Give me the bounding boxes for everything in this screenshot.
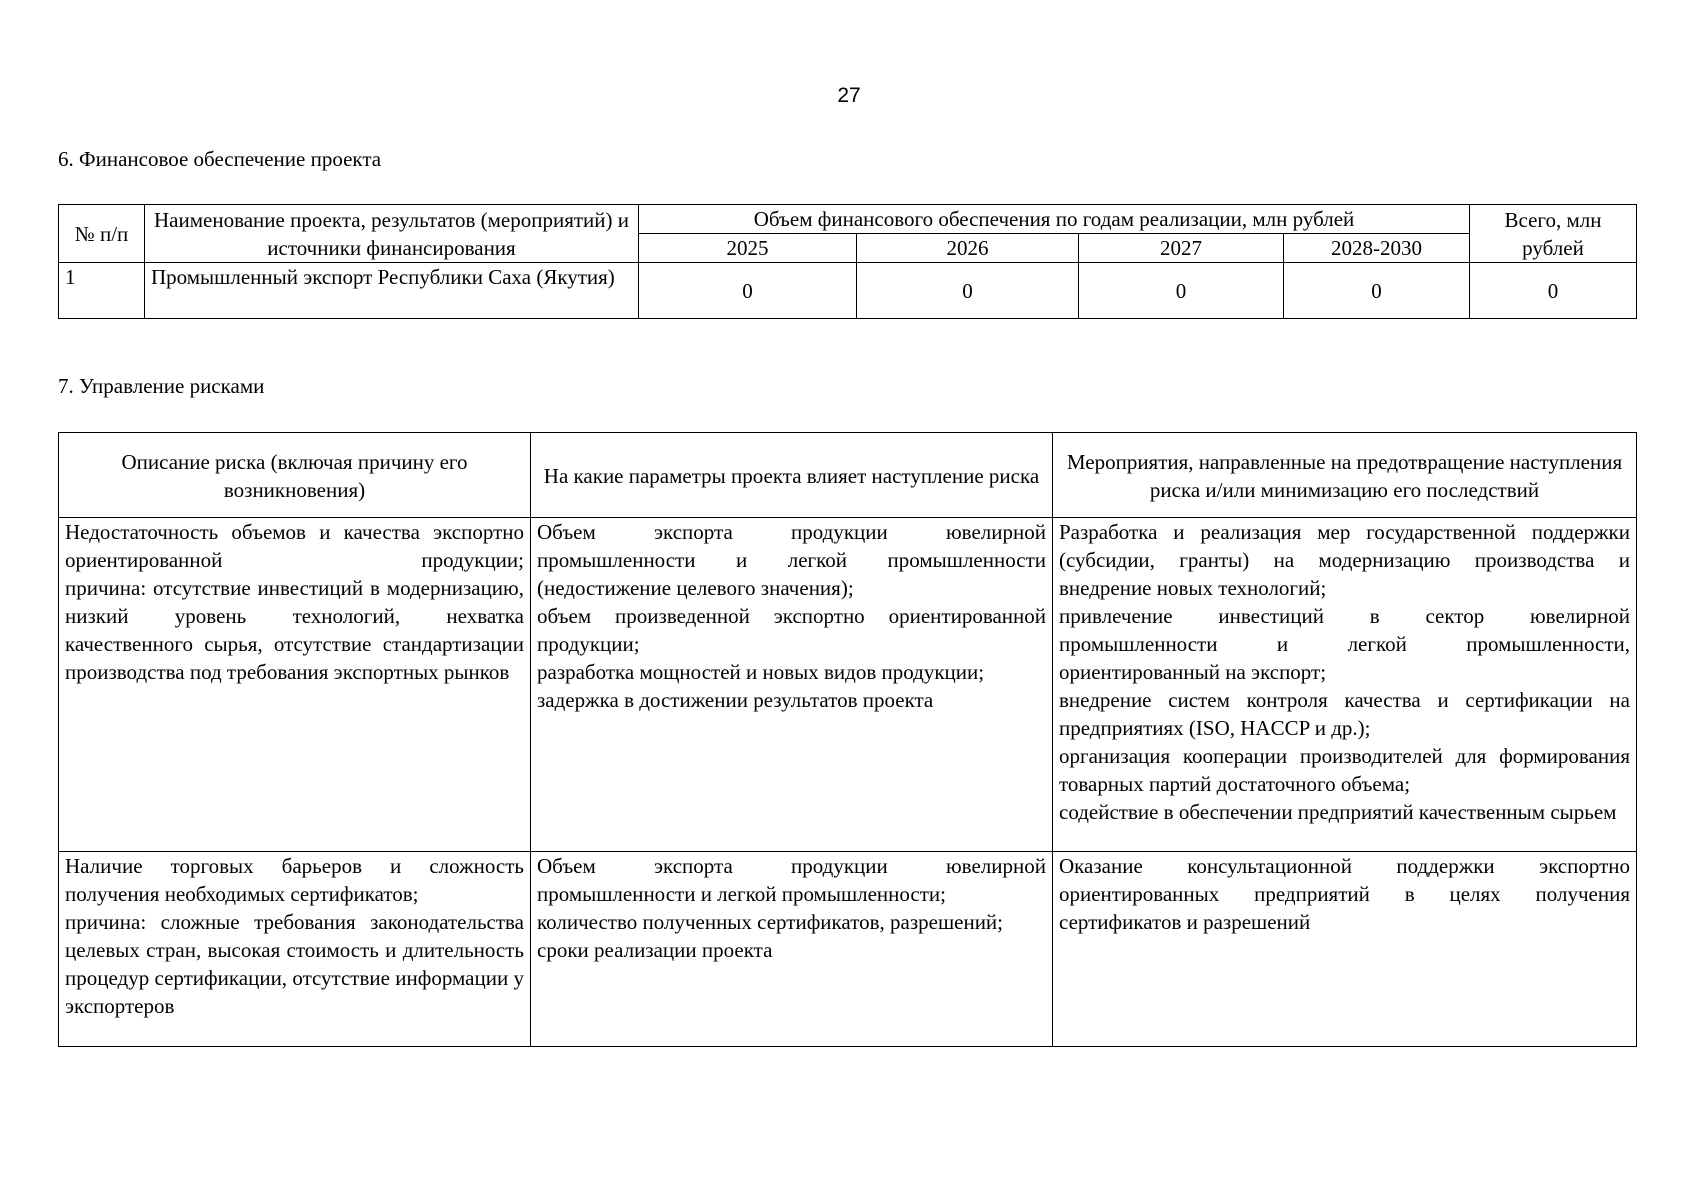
header-number: № п/п	[59, 205, 145, 263]
risk-parameter-line: сроки реализации проекта	[537, 938, 773, 962]
risk-table	[58, 432, 1637, 1047]
risk-parameter-line: Объем экспорта продукции ювелирной промышленности и легкой промышленности (недостижение целевого значения);	[537, 520, 1046, 600]
section-title-risks: 7. Управление рисками	[58, 374, 265, 398]
risk-description-line: Недостаточность объемов и качества экспортно ориентированной продукции;	[65, 520, 524, 572]
header-risk-description: Описание риска (включая причину его возникновения)	[59, 433, 531, 518]
header-year: 2027	[1079, 234, 1284, 263]
header-project-name: Наименование проекта, результатов (мероприятий) и источники финансирования	[145, 205, 639, 263]
risk-parameters-cell	[531, 518, 1053, 852]
risk-row	[59, 518, 1637, 852]
row-value: 0	[857, 263, 1079, 319]
risk-parameter-line: Объем экспорта продукции ювелирной промышленности и легкой промышленности;	[537, 854, 1046, 906]
header-risk-parameters: На какие параметры проекта влияет наступление риска	[531, 433, 1053, 518]
risk-description-line: причина: сложные требования законодательства целевых стран, высокая стоимость и длительность процедур сертификации, отсутствие информации у экспортеров	[65, 910, 524, 1018]
page-number: 27	[837, 84, 861, 107]
financing-table	[58, 204, 1637, 319]
row-project-name: Промышленный экспорт Республики Саха (Якутия)	[145, 263, 639, 319]
risk-measure-line: Разработка и реализация мер государственной поддержки (субсидии, гранты) на модернизацию производства и внедрение новых технологий;	[1059, 520, 1630, 600]
header-financing-volume: Объем финансового обеспечения по годам реализации, млн рублей	[639, 205, 1470, 234]
risk-description-cell	[59, 852, 531, 1047]
risk-description-cell	[59, 518, 531, 852]
risk-measures-cell	[1053, 518, 1637, 852]
risk-measures-cell	[1053, 852, 1637, 1047]
header-year: 2026	[857, 234, 1079, 263]
risk-row	[59, 852, 1637, 1047]
section-title-financing: 6. Финансовое обеспечение проекта	[58, 147, 382, 171]
header-risk-measures: Мероприятия, направленные на предотвращение наступления риска и/или минимизацию его последствий	[1053, 433, 1637, 518]
row-total: 0	[1470, 263, 1637, 319]
risk-parameter-line: объем произведенной экспортно ориентированной продукции;	[537, 604, 1046, 656]
risk-parameter-line: разработка мощностей и новых видов продукции;	[537, 660, 985, 684]
row-value: 0	[639, 263, 857, 319]
header-year: 2025	[639, 234, 857, 263]
risk-parameter-line: задержка в достижении результатов проекта	[537, 688, 934, 712]
header-year: 2028-2030	[1284, 234, 1470, 263]
risk-parameter-line: количество полученных сертификатов, разрешений;	[537, 910, 1003, 934]
risk-measure-line: организация кооперации производителей для формирования товарных партий достаточного объема;	[1059, 744, 1630, 796]
row-value: 0	[1284, 263, 1470, 319]
risk-description-line: причина: отсутствие инвестиций в модернизацию, низкий уровень технологий, нехватка качественного сырья, отсутствие стандартизации производства под требования экспортных рынков	[65, 576, 524, 684]
risk-parameters-cell	[531, 852, 1053, 1047]
risk-measure-line: Оказание консультационной поддержки экспортно ориентированных предприятий в целях получения сертификатов и разрешений	[1059, 854, 1630, 934]
risk-description-line: Наличие торговых барьеров и сложность получения необходимых сертификатов;	[65, 854, 524, 906]
risk-measure-line: внедрение систем контроля качества и сертификации на предприятиях (ISO, HACCP и др.);	[1059, 688, 1630, 740]
risk-measure-line: содействие в обеспечении предприятий качественным сырьем	[1059, 800, 1617, 824]
financing-row	[59, 263, 1637, 319]
risk-measure-line: привлечение инвестиций в сектор ювелирной промышленности и легкой промышленности, ориентированный на экспорт;	[1059, 604, 1630, 684]
row-number: 1	[59, 263, 145, 319]
header-total: Всего, млн рублей	[1470, 205, 1637, 263]
row-value: 0	[1079, 263, 1284, 319]
risk-header-row	[59, 433, 1637, 518]
financing-header-row	[59, 205, 1637, 234]
